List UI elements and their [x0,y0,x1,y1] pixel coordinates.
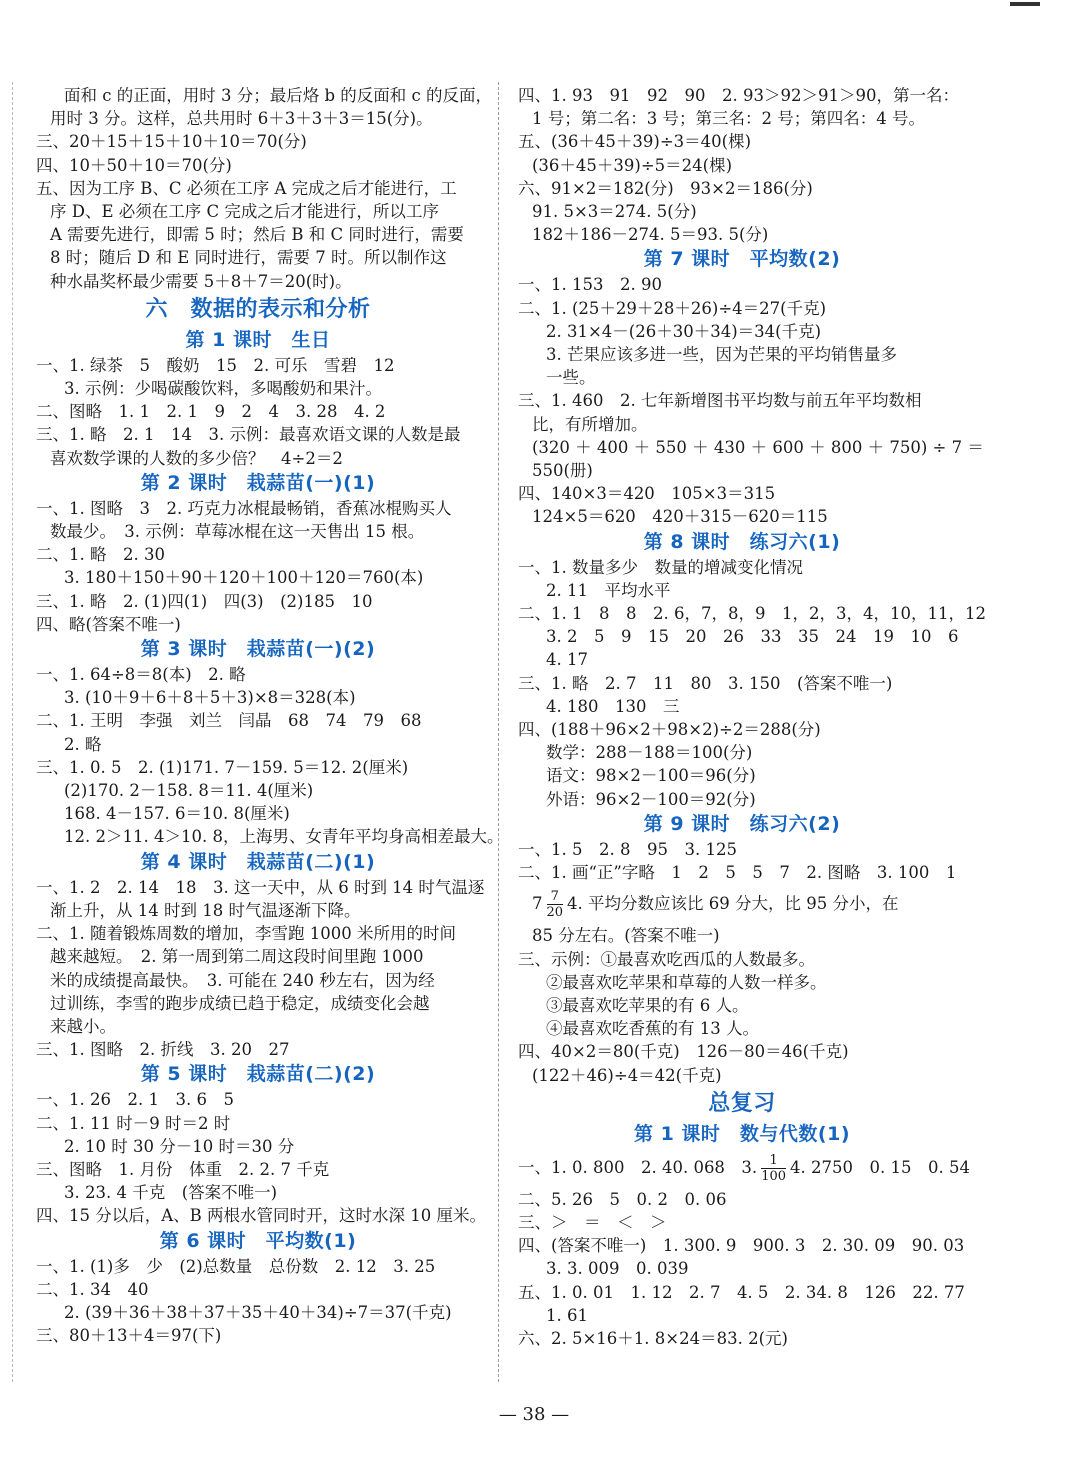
answer-line: 4. 17 [546,650,588,670]
answer-line: ③最喜欢吃苹果的有 6 人。 [546,995,749,1015]
section-heading: 第 5 课时 栽蒜苗(二)(2) [140,1063,376,1086]
answer-line: 4. 180 130 三 [546,696,680,716]
section-heading: 六 数据的表示和分析 [145,296,371,322]
answer-line: 二、1. (25＋29＋28＋26)÷4＝27(千克) [518,298,827,318]
answer-line: 三、1. 略 2. 1 14 3. 示例：最喜欢语文课的人数是最 [36,425,461,445]
answer-line: (2)170. 2－158. 8＝11. 4(厘米) [64,781,314,801]
section-heading: 总复习 [708,1090,776,1116]
answer-line: 8 时；随后 D 和 E 同时进行，需要 7 时。所以制作这 [50,248,447,268]
page-number: — 38 — [498,1404,570,1425]
answer-line: 喜欢数学课的人数的多少倍？ 4÷2＝2 [50,448,343,468]
answer-line: 一、1. 26 2. 1 3. 6 5 [36,1090,234,1110]
answer-line: 2. 10 时 30 分－10 时＝30 分 [64,1136,295,1156]
answer-line: 四、10＋50＋10＝70(分) [36,155,232,175]
answer-line: 三、1. 略 2. 7 11 80 3. 150 (答案不唯一) [518,673,893,693]
answer-line: 比，有所增加。 [532,414,648,434]
answer-line: 一、1. 64÷8＝8(本) 2. 略 [36,665,246,685]
answer-line: 91. 5×3＝274. 5(分) [532,202,697,222]
answer-line: 六、2. 5×16＋1. 8×24＝83. 2(元) [518,1328,788,1348]
answer-line: 二、1. 画“正”字略 1 2 5 5 7 2. 图略 3. 100 1 [518,863,957,883]
answer-line: 三、1. 0. 5 2. (1)171. 7－159. 5＝12. 2(厘米) [36,757,409,777]
answer-line: 外语：96×2－100＝92(分) [546,789,756,809]
answer-line: 来越小。 [50,1016,116,1036]
answer-line: ②最喜欢吃苹果和草莓的人数一样多。 [546,972,827,992]
section-heading: 第 4 课时 栽蒜苗(二)(1) [140,850,376,873]
answer-line: 四、15 分以后，A、B 两根水管同时开，这时水深 10 厘米。 [36,1206,487,1226]
answer-line: (36＋45＋39)÷5＝24(棵) [532,155,733,175]
answer-line: 渐上升，从 14 时到 18 时气温逐渐下降。 [50,900,361,920]
answer-line: 一、1. 2 2. 14 18 3. 这一天中，从 6 时到 14 时气温逐 [36,877,485,897]
answer-line: 数学：288－188＝100(分) [546,743,753,763]
section-heading: 第 2 课时 栽蒜苗(一)(1) [140,471,376,494]
answer-line: 三、1. 略 2. (1)四(1) 四(3) (2)185 10 [36,591,373,611]
answer-line: 一、1. (1)多 少 (2)总数量 总份数 2. 12 3. 25 [36,1256,436,1276]
answer-line: 2. (39＋36＋38＋37＋35＋40＋34)÷7＝37(千克) [64,1302,452,1322]
answer-line: 数最少。 3. 示例：草莓冰棍在这一天售出 15 根。 [50,522,425,542]
answer-line: 3. 3. 009 0. 039 [546,1259,689,1279]
answer-line: 四、140×3＝420 105×3＝315 [518,484,776,504]
answer-line: 二、1. 34 40 [36,1279,149,1299]
top-corner-mark [1010,2,1040,6]
answer-line: 168. 4－157. 6＝10. 8(厘米) [64,804,290,824]
answer-line: 3. 芒果应该多进一些，因为芒果的平均销售量多 [546,345,897,365]
answer-line: 语文：98×2－100＝96(分) [546,766,756,786]
answer-line: 12. 2＞11. 4＞10. 8，上海男、女青年平均身高相差最大。 [64,827,504,847]
answer-line: 550(册) [532,461,593,481]
answer-line: 3. (10＋9＋6＋8＋5＋3)×8＝328(本) [64,688,356,708]
answer-line: 四、略(答案不唯一) [36,614,181,634]
answer-line: 六、91×2＝182(分) 93×2＝186(分) [518,178,813,198]
column-divider [498,82,499,1382]
answer-line: 五、(36＋45＋39)÷3＝40(棵) [518,132,752,152]
answer-line: 种水晶奖杯最少需要 5＋8＋7＝20(时)。 [50,271,352,291]
answer-line: 三、20＋15＋15＋10＋10＝70(分) [36,132,307,152]
answer-line: 一、1. 绿茶 5 酸奶 15 2. 可乐 雪碧 12 [36,355,395,375]
fraction [547,889,564,920]
section-heading: 第 6 课时 平均数(1) [159,1229,357,1252]
answer-line: 米的成绩提高最快。 3. 可能在 240 秒左右，因为经 [50,970,435,990]
answer-line: 四、1. 93 91 92 90 2. 93＞92＞91＞90，第一名： [518,86,959,105]
answer-line: 五、因为工序 B、C 必须在工序 A 完成之后才能进行，工 [36,178,457,198]
answer-line: 越来越短。 2. 第一周到第二周这段时间里跑 1000 [50,947,424,967]
fraction-numerator: 7 [547,889,564,905]
answer-text: 4. 平均分数应该比 69 分大，比 95 分小，在 [567,894,899,914]
fraction-numerator: 1 [761,1153,786,1169]
answer-line: 三、1. 图略 2. 折线 3. 20 27 [36,1040,290,1060]
answer-line: 3. 2 5 9 15 20 26 33 35 24 19 10 6 [546,627,959,647]
answer-line: 3. 23. 4 千克 (答案不唯一) [64,1183,278,1203]
answer-line: 五、1. 0. 01 1. 12 2. 7 4. 5 2. 34. 8 126 22. 77 [518,1282,965,1302]
section-heading: 第 3 课时 栽蒜苗(一)(2) [140,638,376,661]
answer-text: 4. 2750 0. 15 0. 54 [790,1157,970,1177]
answer-line: 过训练，李雪的跑步成绩已趋于稳定，成绩变化会越 [50,993,430,1013]
answer-line: 3. 示例：少喝碳酸饮料，多喝酸奶和果汁。 [64,379,382,399]
answer-line: 3. 180＋150＋90＋120＋100＋120＝760(本) [64,568,424,588]
answer-line: ④最喜欢吃香蕉的有 13 人。 [546,1019,759,1039]
answer-line: 二、1. 11 时－9 时＝2 时 [36,1113,231,1133]
answer-text: 一、1. 0. 800 2. 40. 068 3. [518,1157,758,1177]
answer-line: 三、图略 1. 月份 体重 2. 2. 7 千克 [36,1159,330,1179]
answer-line [518,1148,970,1188]
fraction-denominator: 20 [546,905,564,921]
answer-line: 三、1. 460 2. 七年新增图书平均数与前五年平均数相 [518,391,922,411]
answer-line: 四、40×2＝80(千克) 126－80＝46(千克) [518,1042,849,1062]
answer-line: 2. 略 [64,734,102,754]
answer-line: 面和 c 的正面，用时 3 分；最后烙 b 的反面和 c 的反面， [64,86,493,105]
answer-line: 四、(188＋96×2＋98×2)÷2＝288(分) [518,720,821,740]
fraction-denominator: 100 [761,1168,787,1184]
answer-line: 1 号；第二名：3 号；第三名：2 号；第四名：4 号。 [532,109,925,129]
answer-line: 一、1. 图略 3 2. 巧克力冰棍最畅销，香蕉冰棍购买人 [36,498,452,518]
answer-line: 一、1. 数量多少 数量的增减变化情况 [518,557,803,577]
answer-line: 三、80＋13＋4＝97(下) [36,1326,222,1346]
answer-line: 一、1. 5 2. 8 95 3. 125 [518,839,737,859]
answer-line: 二、1. 略 2. 30 [36,545,165,565]
answer-line: 2. 31×4－(26＋30＋34)＝34(千克) [546,321,822,341]
right-column [518,84,986,1350]
answer-line: 二、1. 1 8 8 2. 6，7，8，9 1，2，3，4，10，11，12 [518,604,986,624]
fraction [761,1153,786,1184]
answer-line: 1. 61 [546,1305,588,1325]
answer-line: 2. 11 平均水平 [546,580,671,600]
section-heading: 第 8 课时 练习六(1) [643,530,841,553]
answer-line: 二、1. 王明 李强 刘兰 闫晶 68 74 79 68 [36,711,422,731]
answer-line: (320 ＋ 400 ＋ 550 ＋ 430 ＋ 600 ＋ 800 ＋ 750) ÷ 7 ＝ [532,437,984,457]
answer-text: 7 [532,894,543,914]
answer-line [518,884,966,924]
section-heading: 第 7 课时 平均数(2) [643,248,841,271]
answer-line: 三、＞ ＝ ＜ ＞ [518,1212,667,1232]
left-column [36,84,504,1347]
answer-line: (122＋46)÷4＝42(千克) [532,1065,722,1085]
answer-line: 二、5. 26 5 0. 2 0. 06 [518,1189,727,1209]
answer-line: 三、示例：①最喜欢吃西瓜的人数最多。 [518,949,815,969]
answer-line: 124×5＝620 420＋315－620＝115 [532,507,828,527]
section-heading: 第 1 课时 生日 [185,328,331,351]
answer-line: 85 分左右。(答案不唯一) [532,926,720,946]
answer-line: 一、1. 153 2. 90 [518,275,662,295]
margin-rule [12,82,13,1382]
answer-line: 用时 3 分。这样，总共用时 6＋3＋3＋3＝15(分)。 [50,109,433,129]
section-heading: 第 1 课时 数与代数(1) [633,1122,851,1145]
answer-line: 182＋186－274. 5＝93. 5(分) [532,225,769,245]
answer-line: 一些。 [546,368,596,388]
answer-line: 序 D、E 必须在工序 C 完成之后才能进行，所以工序 [50,202,439,222]
section-heading: 第 9 课时 练习六(2) [643,812,841,835]
answer-line: A 需要先进行，即需 5 时；然后 B 和 C 同时进行，需要 [50,225,464,245]
answer-line: 二、1. 随着锻炼周数的增加，李雪跑 1000 米所用的时间 [36,924,456,944]
answer-line: 四、(答案不唯一) 1. 300. 9 900. 3 2. 30. 09 90. 03 [518,1236,965,1256]
answer-line: 二、图略 1. 1 2. 1 9 2 4 3. 28 4. 2 [36,402,386,422]
